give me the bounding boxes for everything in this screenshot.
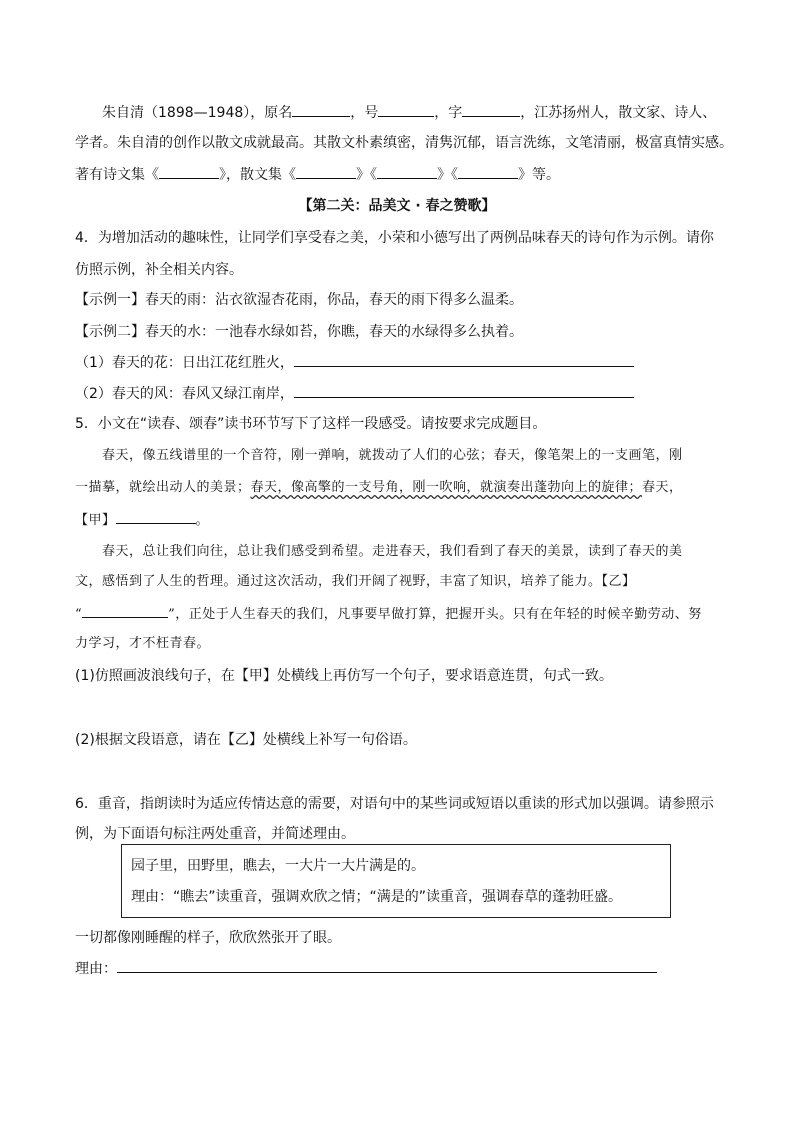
intro-line-2: 学者。朱自清的创作以散文成就最高。其散文朴素缜密，清隽沉郁，语言洗练，文笔清丽，极富真情实感。 xyxy=(75,135,733,151)
q4-item-1 xyxy=(75,352,634,373)
q6-stem-cont: 例，为下面语句标注两处重音，并简述理由。 xyxy=(75,826,355,842)
passage-text: ”，正处于人生春天的我们，凡事要早做打算，把握开头。只有在年轻的时候辛勤劳动、努 xyxy=(168,607,702,622)
q4-example-2: 【示例二】春天的水：一池春水绿如苔，你瞧，春天的水绿得多么执着。 xyxy=(75,324,523,340)
blank-marker-jia: 【甲】 xyxy=(75,513,116,528)
answer-blank[interactable] xyxy=(116,509,196,524)
q6-stem: 6．重音，指朗读时为适应传情达意的需要，对语句中的某些词或短语以重读的形式加以强调。请参照示 xyxy=(75,796,714,812)
q4-stem-cont: 仿照示例，补全相关内容。 xyxy=(75,262,243,278)
q4-item-2 xyxy=(75,383,634,404)
q4-stem: 4．为增加活动的趣味性，让同学们享受春之美，小荣和小德写出了两例品味春天的诗句作为示例。请你 xyxy=(75,230,714,246)
q6-reason-line xyxy=(75,958,657,979)
intro-text: 》《 xyxy=(437,167,458,183)
intro-text: 》等。 xyxy=(518,167,560,183)
answer-blank[interactable] xyxy=(462,102,520,117)
intro-text: ，江苏扬州人，散文家、诗人、 xyxy=(520,105,717,121)
example-box-sentence: 园子里，田野里，瞧去，一大片一大片满是的。 xyxy=(131,858,425,874)
q5-passage-line: 【甲】 。 xyxy=(75,509,209,531)
q4-item-label: （2）春天的风：春风又绿江南岸， xyxy=(75,386,294,402)
intro-text: 》《 xyxy=(356,167,377,183)
intro-line-3 xyxy=(75,164,560,185)
q5-passage-line: 力学习，才不枉青春。 xyxy=(75,636,211,651)
wavy-underlined-sentence: 春天，像高擎的一支号角，刚一吹响，就演奏出蓬勃向上的旋律； xyxy=(250,480,643,495)
passage-text: 一描摹，就绘出动人的美景； xyxy=(75,480,251,495)
answer-blank[interactable] xyxy=(458,164,518,179)
q5-passage-line xyxy=(75,478,683,498)
q5-passage-line: 春天，像五线谱里的一个音符，刚一弹响，就拨动了人们的心弦；春天，像笔架上的一支画笔，刚 xyxy=(102,448,683,463)
intro-text: 著有诗文集《 xyxy=(75,167,159,183)
q6-sentence: 一切都像刚睡醒的样子，欣欣然张开了眼。 xyxy=(75,930,341,946)
q5-stem: 5．小文在“读春、颂春”读书环节写下了这样一段感受。请按要求完成题目。 xyxy=(75,416,547,432)
q4-item-label: （1）春天的花：日出江花红胜火， xyxy=(75,355,294,371)
answer-blank[interactable] xyxy=(378,102,434,117)
q5-passage-line: 春天，总让我们向往，总让我们感受到希望。走进春天，我们看到了春天的美景，读到了春天的美 xyxy=(102,544,683,559)
q5-sub-question-2: (2)根据文段语意，请在【乙】处横线上补写一句俗语。 xyxy=(75,732,417,748)
answer-blank[interactable] xyxy=(159,164,219,179)
answer-blank[interactable] xyxy=(82,603,168,618)
intro-text: 》，散文集《 xyxy=(219,167,296,183)
q5-passage-line: 文，感悟到了人生的哲理。通过这次活动，我们开阔了视野，丰富了知识，培养了能力。【乙】 xyxy=(75,574,636,589)
passage-text: “ xyxy=(75,607,83,622)
answer-blank[interactable] xyxy=(377,164,437,179)
example-box-reason: 理由：“瞧去”读重音，强调欢欣之情；“满是的”读重音，强调春草的蓬勃旺盛。 xyxy=(131,889,623,905)
section-title: 【第二关：品美文 · 春之赞歌】 xyxy=(298,198,496,214)
answer-blank[interactable] xyxy=(296,164,356,179)
answer-blank[interactable] xyxy=(292,102,350,117)
q4-example-1: 【示例一】春天的雨：沾衣欲湿杏花雨，你品，春天的雨下得多么温柔。 xyxy=(75,292,523,308)
intro-text: 朱自清（1898—1948），原名 xyxy=(102,105,293,121)
intro-line-1 xyxy=(102,102,716,123)
q5-passage-line xyxy=(75,603,702,625)
reason-label: 理由： xyxy=(75,961,117,977)
intro-text: ，号 xyxy=(350,105,379,121)
intro-text: ，字 xyxy=(434,105,463,121)
passage-text: 春天， xyxy=(642,480,683,495)
answer-blank[interactable] xyxy=(294,352,634,367)
answer-blank[interactable] xyxy=(294,383,634,398)
q5-sub-question-1: (1)仿照画波浪线句子，在【甲】处横线上再仿写一个句子，要求语意连贯，句式一致。 xyxy=(75,668,613,684)
answer-blank[interactable] xyxy=(117,958,657,973)
